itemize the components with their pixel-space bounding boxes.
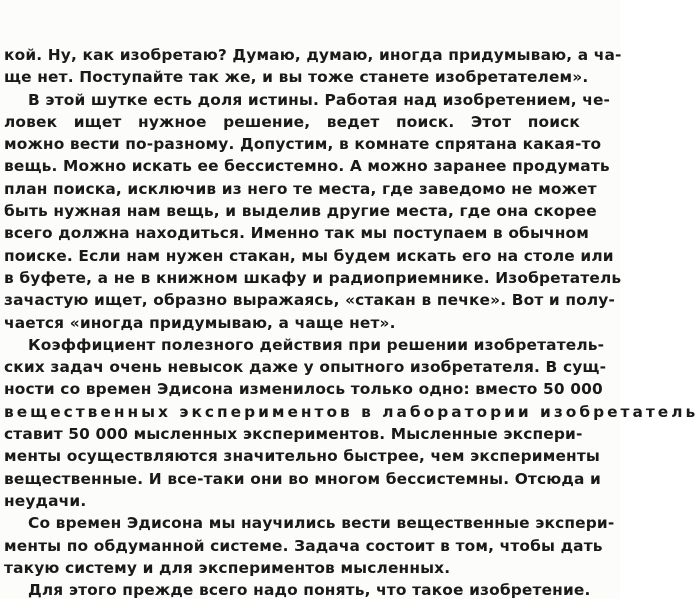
text-line: кой. Ну, как изобретаю? Думаю, думаю, иногда придумываю, а ча-: [4, 46, 622, 64]
text-line: менты осуществляются значительно быстрее, чем эксперименты: [4, 447, 600, 466]
text-line: такую систему и для экспериментов мысленных.: [4, 558, 451, 577]
text-line: быть нужная нам вещь, и выделив другие места, где она скорее: [4, 202, 597, 221]
text-line: ще нет. Поступайте так же, и вы тоже станете изобретателем».: [4, 68, 589, 87]
text-line: неудачи.: [4, 491, 87, 510]
text-line: всего должна находиться. Именно так мы поступаем в обычном: [4, 224, 589, 243]
text-line: ности со времен Эдисона изменилось только одно: вместо 50 000: [4, 380, 603, 399]
text-line: вещественных экспериментов в лаборатории изобретатель: [4, 402, 698, 421]
text-line: ских задач очень невысок даже у опытного изобретателя. В сущ-: [4, 358, 607, 377]
text-line: чается «иногда придумываю, а чаще нет».: [4, 313, 396, 332]
text-line: поиске. Если нам нужен стакан, мы будем искать его на столе или: [4, 246, 614, 265]
text-line: Коэффициент полезного действия при решении изобретатель-: [28, 335, 605, 354]
text-line: вещественные. И все-таки они во многом бессистемны. Отсюда и: [4, 469, 601, 488]
page-text: [4, 44, 698, 601]
text-line: можно вести по-разному. Допустим, в комнате спрятана какая-то: [4, 135, 602, 154]
text-line: Для этого прежде всего надо понять, что такое изобретение.: [28, 581, 591, 600]
text-line: ловек ищет нужное решение, ведет поиск. Этот поиск: [4, 112, 580, 131]
text-line: ставит 50 000 мысленных экспериментов. Мысленные экспери-: [4, 425, 583, 444]
text-line: зачастую ищет, образно выражаясь, «стакан в печке». Вот и полу-: [4, 291, 616, 310]
text-line: Со времен Эдисона мы научились вести вещественные экспери-: [28, 514, 615, 533]
text-line: В этой шутке есть доля истины. Работая над изобретением, че-: [28, 90, 611, 109]
text-line: вещь. Можно искать ее бессистемно. А можно заранее продумать: [4, 157, 610, 176]
text-line: план поиска, исключив из него те места, где заведомо не может: [4, 179, 597, 198]
text-line: в буфете, а не в книжном шкафу и радиоприемнике. Изобретатель: [4, 268, 622, 287]
text-line: менты по обдуманной системе. Задача состоит в том, чтобы дать: [4, 536, 603, 555]
